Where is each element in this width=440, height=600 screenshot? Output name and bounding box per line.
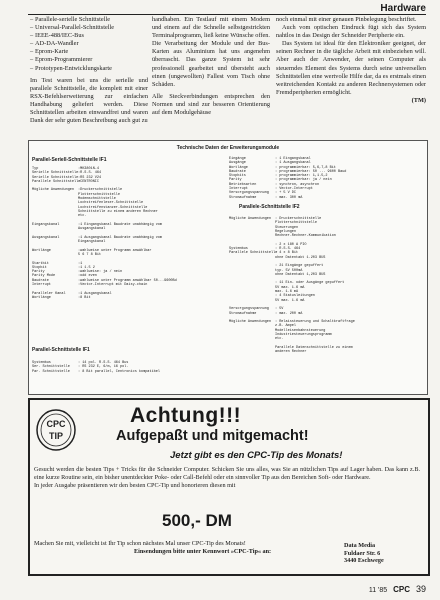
spec-right-heading: Parallele-Schnittstelle IF2 bbox=[239, 204, 300, 210]
spec-value: : programmierbar: ja / nein bbox=[275, 178, 332, 183]
spec-value: typ. 5V 500mA bbox=[275, 268, 303, 273]
spec-value: :wahlweise unter Programm anwählbar 50...9600Bd bbox=[78, 278, 177, 283]
article-column-3 bbox=[276, 16, 426, 105]
spec-value: etc. bbox=[78, 214, 87, 219]
spec-value: ohne Datentakt 1,203 BUS bbox=[275, 272, 326, 277]
spec-key: Serielle Schnittstelle bbox=[32, 175, 79, 180]
spec-value: : + 5 V DC bbox=[275, 191, 297, 196]
spec-value: :R.S.S. 464 bbox=[78, 171, 102, 176]
module-list bbox=[30, 16, 148, 73]
spec-value: : 5V bbox=[275, 307, 284, 312]
spec-value: :1 1.5 2 bbox=[78, 265, 95, 270]
spec-key: Baudrate bbox=[32, 278, 49, 283]
address-line: Fuldaer Str. 6 bbox=[344, 549, 381, 557]
spec-value: ohne Datentakt 1.203 BUS bbox=[275, 255, 326, 260]
spec-value: :Vector-Interrupt mit Daisy-chain bbox=[78, 283, 148, 288]
spec-value: : programmierbar: 1,1.5,2 bbox=[275, 174, 328, 179]
spec-key: Ser. Schnittstelle bbox=[32, 365, 70, 370]
spec-right-bottom-rows bbox=[229, 217, 355, 355]
spec-value: Plotterschnittstelle bbox=[275, 221, 318, 226]
spec-value: :1 Ausgangskanal bbox=[78, 291, 112, 296]
spec-value: Plotterschnittstelle bbox=[78, 192, 121, 197]
ad-tagline: Jetzt gibt es den CPC-Tip des Monats! bbox=[170, 450, 343, 461]
spec-value: Ausgangskanal bbox=[78, 227, 106, 232]
spec-key: Parity Mode bbox=[32, 274, 56, 279]
spec-value: : R.S.S. 464 bbox=[275, 247, 301, 252]
spec-key: Startbit bbox=[32, 261, 49, 266]
prize-amount: 500,- DM bbox=[162, 511, 232, 530]
spec-bottom-rows bbox=[32, 361, 160, 374]
spec-value: 5 6 7 8 Bit bbox=[78, 252, 102, 257]
spec-value: Regelungen bbox=[275, 229, 297, 234]
spec-value: z.B. Ampel bbox=[275, 324, 297, 329]
page-footer bbox=[369, 584, 426, 594]
address-line: 3440 Eschwege bbox=[344, 557, 384, 564]
article-paragraph: handhaben. Ein Testlauf mit einem Modem und einem auf die Schnelle selbstgestrickten Terminalprogramm, ließ keine Wünsche offen. Die Verarbeitung der Module und der Bus-Karten aus Aluminium hat uns angenehm überrascht. Das ganze System ist sehr professionell gearbeitet und übersteht auch einen (ungewollten) Fallest vom Tisch ohne Schäden. bbox=[152, 16, 270, 88]
spec-value: : 8 Bit parallel, Centronics kompatibel bbox=[78, 369, 160, 374]
spec-right-top-rows bbox=[229, 157, 346, 200]
spec-value: : 2 x 180 A PIO bbox=[275, 242, 307, 247]
spec-value: Steuerungen bbox=[275, 225, 299, 230]
spec-value: : 14 pol. R.S.S. 464 Bus bbox=[78, 361, 129, 365]
spec-value: : Druckerschnittstelle bbox=[275, 217, 322, 221]
section-label: Hardware bbox=[380, 3, 426, 14]
issue-date: 11 '85 bbox=[368, 587, 388, 594]
cpc-tip-logo-icon bbox=[35, 408, 77, 452]
spec-value: Lochstreifenstanzer-Schnittstelle bbox=[78, 205, 148, 210]
spec-value: Modelleisenbahnsteuerung bbox=[275, 328, 326, 333]
spec-key: Stromaufnahme bbox=[229, 195, 257, 200]
spec-key: Versorgungsspannung bbox=[229, 307, 269, 312]
spec-value: anderen Rechner bbox=[275, 350, 307, 355]
spec-key: Wortlänge bbox=[32, 248, 51, 253]
spec-key: Typ bbox=[32, 167, 39, 171]
spec-key: Parity bbox=[32, 270, 45, 275]
spec-key: Parallele Schnittstelle bbox=[229, 251, 278, 256]
article-paragraph: Das System ist ideal für den Elektroniker geeignet, der seinen Rechner in die tägliche Arbeit mit einbeziehen will. Aber auch der Anwender, der seinen Computer als steuerndes Element des Systems durch seine universellen Schnittstellen eine wertvolle Hilfe dar, da es erstmals einen weitreichenden Kontakt zu anderen Rechnersystemen oder Fremdperipherien ermöglicht. bbox=[276, 40, 426, 96]
spec-key: Ausgänge bbox=[229, 161, 246, 166]
spec-value: max. 1.6 mA bbox=[275, 290, 299, 295]
spec-value: Industriesteuerungsprogramm bbox=[275, 333, 332, 338]
spec-value: Parallele Datenschnittstelle zu einem bbox=[275, 345, 353, 350]
spec-key: Parity bbox=[229, 178, 242, 183]
spec-value: :1 bbox=[78, 261, 83, 266]
spec-value: : 1 Eingangskanal bbox=[275, 157, 311, 161]
spec-value: Lochstreifenleser-Schnittstelle bbox=[78, 201, 144, 206]
spec-key: Parallele Schnittstelle bbox=[32, 179, 81, 184]
spec-value: : 4 x 8 Bit bbox=[275, 251, 299, 256]
spec-value: 5V max. 1.6 mA bbox=[275, 298, 305, 303]
spec-key: Baudrate bbox=[229, 169, 246, 174]
spec-value: : max. 200 mA bbox=[275, 311, 303, 316]
cpc-tip-ad bbox=[28, 398, 430, 576]
spec-value: Modemschnittstelle bbox=[78, 197, 116, 202]
list-item: – Prototypen-Entwicklungskarte bbox=[30, 65, 148, 73]
spec-bottom-heading: Parallel-Schnittstelle IF1 bbox=[32, 347, 90, 353]
spec-key: Serielle Schnittstelle bbox=[32, 171, 79, 176]
spec-key: Wortlänge bbox=[229, 165, 248, 170]
spec-value: :8 Bit bbox=[78, 295, 91, 300]
spec-left-heading: Parallel-Seriell-Schnittstelle IF1 bbox=[32, 157, 107, 163]
spec-value: : RS 232 E, 6/m, 16 pol. bbox=[78, 365, 129, 370]
address-line: Data Media bbox=[344, 542, 376, 549]
list-item: – Eprom-Programmierer bbox=[30, 56, 148, 64]
spec-value: : 4 Statusleitungen bbox=[275, 294, 315, 299]
spec-key: Eingänge bbox=[229, 157, 246, 161]
spec-value: : 21 Eingänge gepuffert bbox=[275, 264, 324, 269]
postal-address bbox=[344, 542, 384, 565]
spec-row bbox=[32, 296, 177, 300]
article-column-1 bbox=[30, 16, 148, 125]
list-item: – Parallele-serielle Schnittstelle bbox=[30, 16, 148, 24]
spec-value: : 1 Ausgangskanal bbox=[275, 161, 311, 166]
spec-value: : programmierbar: 50 ... 9600 Baud bbox=[275, 169, 347, 174]
spec-key: Betriebsarten bbox=[229, 182, 257, 187]
article-column-2 bbox=[152, 16, 270, 117]
ad-paragraph: Gesucht werden die besten Tips + Tricks für die Schneider Computer. Schicken Sie uns alles, was Sie an nützlichen Tips auf Lager haben. Das kann z.B. eine kurze Routine sein, ein bisher unentdeckter Poke- oder Call-Befehl oder ein sinnvoller Tip aus den Bereichen Soft- oder Hardware. bbox=[34, 466, 420, 481]
spec-value: : Relaissteuerung und Schaltkraftfrage bbox=[275, 320, 355, 325]
ad-submission-note: Einsendungen bitte unter Kennwort »CPC-Tip« an: bbox=[134, 548, 272, 555]
article-paragraph: Alle Steckverbindungen entsprechen den Normen und sind zur besseren Orientierung auf dem Modulgehäuse bbox=[152, 92, 270, 117]
spec-row bbox=[229, 350, 355, 354]
spec-key: Stopbit bbox=[32, 265, 47, 270]
spec-key: Interrupt bbox=[32, 283, 51, 288]
ad-paragraph: In jeder Ausgabe präsentieren wir den besten CPC-Tip und honorieren diesen mit bbox=[34, 482, 236, 489]
spec-left-rows bbox=[32, 167, 177, 300]
spec-value: :CENTRONIC bbox=[78, 179, 100, 184]
logo-text-top: CPC bbox=[46, 419, 66, 429]
spec-key: Systembus bbox=[229, 247, 248, 252]
spec-value: :wahlweise unter Programm anwählbar bbox=[78, 248, 152, 253]
spec-value: Rechner-Rechner-Kommunikation bbox=[275, 234, 336, 239]
spec-title: Technische Daten der Erweiterungsmodule bbox=[176, 145, 280, 151]
spec-key: Mögliche Anwendungen bbox=[229, 320, 272, 325]
spec-key: Paralleler Kanal bbox=[32, 291, 66, 296]
spec-key: Mögliche Anwendungen bbox=[229, 217, 272, 221]
spec-key: Stromaufnahme bbox=[229, 311, 257, 316]
spec-value: Schnittstelle zu einem anderen Rechner bbox=[78, 209, 158, 214]
spec-key: Wortlänge bbox=[32, 295, 51, 300]
spec-key: Stopbits bbox=[229, 174, 246, 179]
spec-value: :odd even bbox=[78, 274, 97, 279]
spec-key: Ausgangskanal bbox=[32, 235, 60, 240]
list-item: – AD-DA-Wandler bbox=[30, 40, 148, 48]
spec-value: : programmierbar: 5,6,7,8 Bit bbox=[275, 165, 336, 170]
ad-call-to-action: Machen Sie mit, vielleicht ist Ihr Tip schon nächstes Mal unser CPC-Tip des Monats! bbox=[34, 540, 246, 547]
spec-key: Systembus bbox=[32, 361, 51, 365]
article-paragraph: Auch vom optischen Eindruck fügt sich das System nahtlos in das Design der Schneider Peripherie ein. bbox=[276, 24, 426, 40]
spec-key: Eingangskanal bbox=[32, 222, 60, 227]
ad-body bbox=[34, 466, 420, 490]
spec-table bbox=[28, 140, 428, 395]
magazine-name: CPC bbox=[393, 585, 411, 594]
spec-key: Par. Schnittstelle bbox=[32, 369, 70, 374]
page-number: 39 bbox=[415, 584, 426, 594]
spec-value: :MK3801N-4 bbox=[78, 167, 100, 171]
spec-value: : Vector-Interrupt bbox=[275, 187, 313, 192]
spec-value: Eingangskanal bbox=[78, 240, 106, 245]
spec-value: :RS 232 V24 bbox=[78, 175, 102, 180]
header-rule bbox=[28, 14, 426, 15]
ad-headline: Achtung!!! bbox=[130, 404, 242, 427]
spec-value: : max. 300 mA bbox=[275, 195, 303, 200]
spec-value: :Druckerschnittstelle bbox=[78, 188, 123, 193]
spec-row bbox=[32, 370, 160, 374]
ad-subheadline: Aufgepaßt und mitgemacht! bbox=[116, 428, 309, 444]
article-paragraph: Im Test waren bei uns die serielle und parallele Schnittstelle, die komplett mit einer RSX-Befehlserweiterung zur einfachen Handhabung geliefert werden. Diese Schnittstellen arbeiten einwandfrei und waren Dank der sehr guten Beschreibung auch gut zu bbox=[30, 76, 148, 125]
spec-key: Mögliche Anwendungen bbox=[32, 188, 75, 193]
spec-value: : synchron, asynchron bbox=[275, 182, 320, 187]
author-mark: (TM) bbox=[411, 96, 426, 104]
logo-text-bottom: TIP bbox=[48, 431, 64, 441]
spec-value: :1 Ausgangskanal Baudrate unabhängig vom bbox=[78, 235, 163, 240]
spec-value: : 11 Ein- oder Ausgänge gepuffert bbox=[275, 281, 345, 286]
spec-key: Interrupt bbox=[229, 187, 248, 192]
list-item: – Eprom-Karte bbox=[30, 48, 148, 56]
spec-row bbox=[229, 196, 346, 200]
list-item: – IEEE-488/IEC-Bus bbox=[30, 32, 148, 40]
spec-value: :wahlweise: ja / nein bbox=[78, 270, 123, 275]
spec-key: Versorgungsspannung bbox=[229, 191, 269, 196]
list-item: – Universal-Parallel-Schnittstelle bbox=[30, 24, 148, 32]
spec-value: etc. bbox=[275, 337, 284, 342]
article-paragraph: noch einmal mit einer genauen Pinbelegung beschriftet. bbox=[276, 16, 417, 23]
spec-value: :1 Eingangskanal Baudrate unabhängig vom bbox=[78, 222, 163, 227]
spec-value: 5V max. 1.6 mA bbox=[275, 285, 305, 290]
